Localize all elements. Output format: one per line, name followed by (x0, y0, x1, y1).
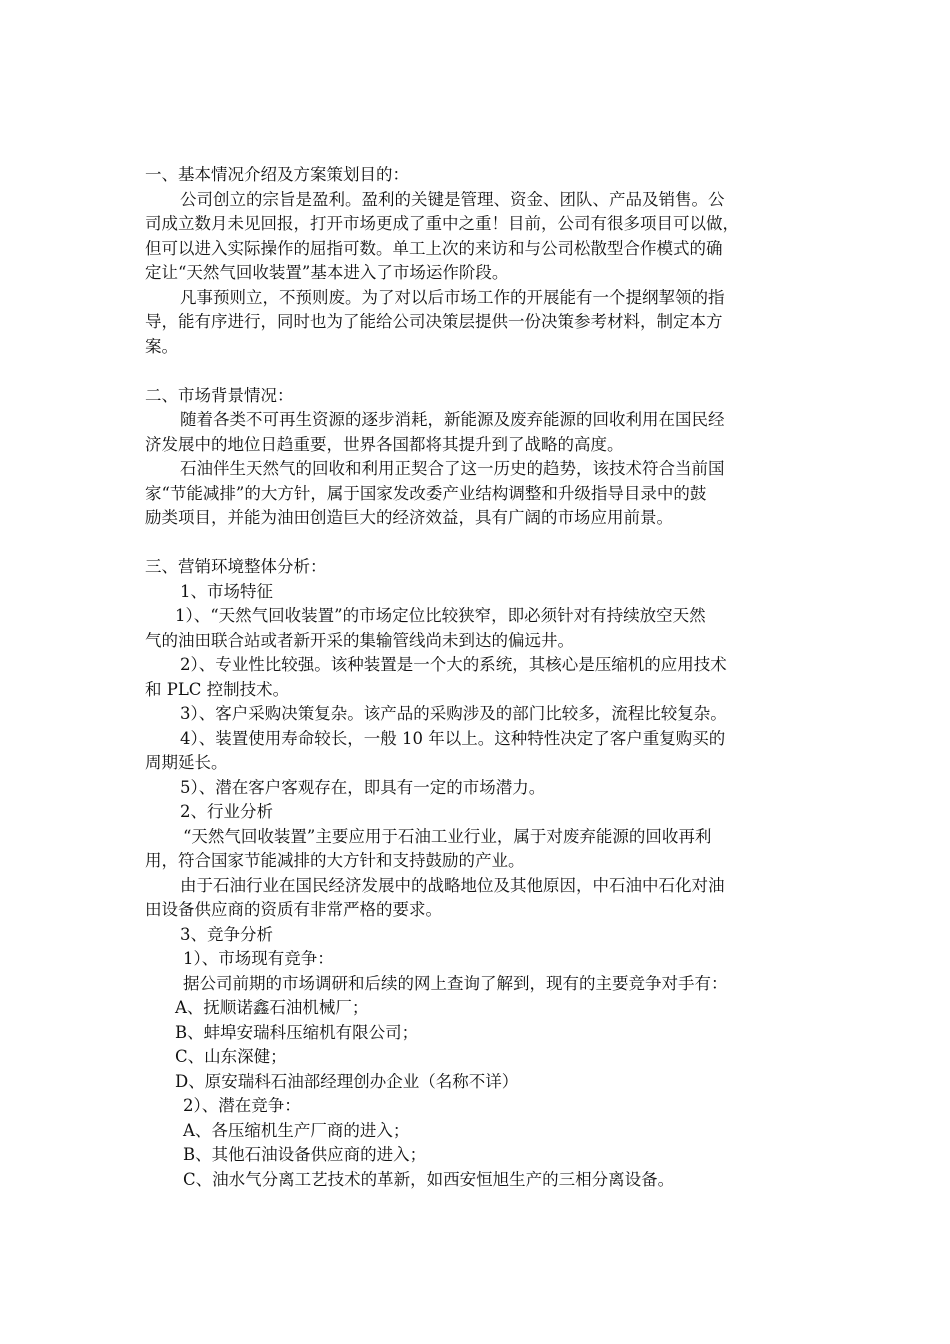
list-item: B、蚌埠安瑞科压缩机有限公司； (175, 1022, 419, 1042)
section-heading: 三、营销环境整体分析： (145, 557, 327, 576)
text-line: 用，符合国家节能减排的大方针和支持鼓励的产业。 (145, 851, 525, 870)
list-item: B、其他石油设备供应商的进入； (183, 1145, 427, 1164)
text-line: 案。 (145, 336, 178, 356)
text-line: 励类项目，并能为油田创造巨大的经济效益，具有广阔的市场应用前景。 (145, 508, 673, 527)
text-line: 2）、潜在竞争： (183, 1096, 301, 1115)
text-line: 3）、客户采购决策复杂。该产品的采购涉及的部门比较多，流程比较复杂。 (180, 704, 727, 723)
subheading: 1、市场特征 (180, 581, 273, 601)
text-line: 公司创立的宗旨是盈利。盈利的关键是管理、资金、团队、产品及销售。公 (180, 189, 725, 209)
text-line: 凡事预则立，不预则废。为了对以后市场工作的开展能有一个提纲挈领的指 (180, 287, 725, 307)
list-item: D、原安瑞科石油部经理创办企业（名称不详） (175, 1071, 519, 1091)
text-line: 2）、专业性比较强。该种装置是一个大的系统，其核心是压缩机的应用技术 (180, 655, 727, 674)
text-line: 周期延长。 (145, 753, 228, 772)
text-line: 4）、装置使用寿命较长，一般 10 年以上。这种特性决定了客户重复购买的 (180, 728, 726, 748)
text-line: 据公司前期的市场调研和后续的网上查询了解到，现有的主要竞争对手有： (183, 973, 728, 993)
text-line: 1）、市场现有竞争： (183, 949, 334, 968)
text-line: 随着各类不可再生资源的逐步消耗，新能源及废弃能源的回收利用在国民经 (180, 410, 725, 429)
blank-line (145, 531, 807, 556)
text-line: 导，能有序进行，同时也为了能给公司决策层提供一份决策参考材料，制定本方 (145, 312, 723, 331)
text-line: “天然气回收装置”主要应用于石油工业行业，属于对废弃能源的回收再利 (183, 826, 712, 846)
text-line: 1）、“天然气回收装置”的市场定位比较狭窄，即必须针对有持续放空天然 (175, 606, 706, 625)
text-line: 5）、潜在客户客观存在，即具有一定的市场潜力。 (180, 777, 546, 797)
list-item: A、各压缩机生产厂商的进入； (183, 1120, 410, 1140)
list-item: A、抚顺诺鑫石油机械厂； (175, 998, 369, 1017)
section-heading: 二、市场背景情况： (145, 385, 294, 405)
blank-line (145, 359, 807, 384)
text-line: 但可以进入实际操作的屈指可数。单工上次的来访和与公司松散型合作模式的确 (145, 238, 723, 258)
list-item: C、油水气分离工艺技术的革新，如西安恒旭生产的三相分离设备。 (183, 1169, 675, 1189)
subheading: 3、竞争分析 (180, 924, 273, 944)
text-line: 家“节能减排”的大方针，属于国家发改委产业结构调整和升级指导目录中的鼓 (145, 483, 707, 503)
text-line: 和 PLC 控制技术。 (145, 679, 290, 699)
text-line: 田设备供应商的资质有非常严格的要求。 (145, 900, 442, 919)
text-line: 气的油田联合站或者新开采的集输管线尚未到达的偏远井。 (145, 630, 574, 650)
text-line: 司成立数月未见回报，打开市场更成了重中之重！目前，公司有很多项目可以做， (145, 214, 739, 233)
document-page (145, 163, 807, 1192)
subheading: 2、行业分析 (180, 802, 273, 821)
section-heading: 一、基本情况介绍及方案策划目的： (145, 165, 409, 184)
text-line: 石油伴生天然气的回收和利用正契合了这一历史的趋势，该技术符合当前国 (180, 459, 725, 478)
list-item: C、山东深健； (175, 1047, 287, 1066)
text-line: 由于石油行业在国民经济发展中的战略地位及其他原因，中石油中石化对油 (180, 875, 725, 895)
text-line: 定让“天然气回收装置”基本进入了市场运作阶段。 (145, 263, 509, 282)
text-line: 济发展中的地位日趋重要，世界各国都将其提升到了战略的高度。 (145, 434, 624, 454)
